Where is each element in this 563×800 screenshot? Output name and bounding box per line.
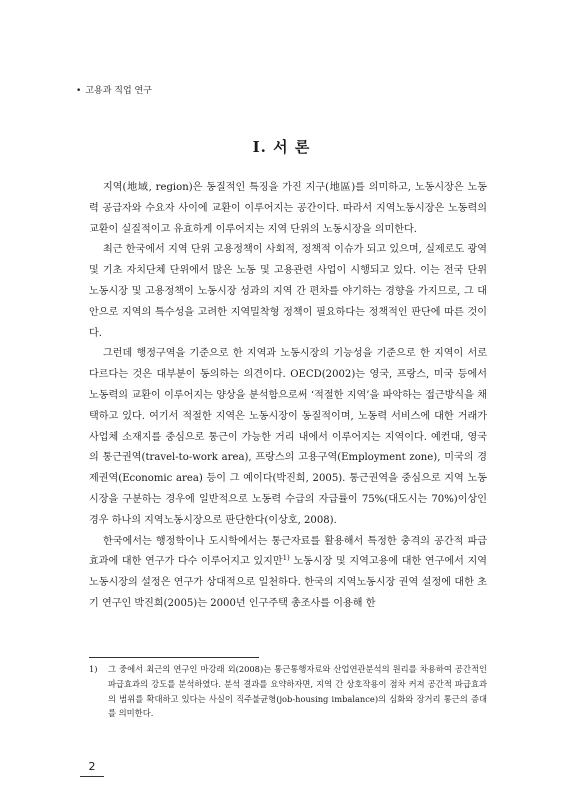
paragraph xyxy=(89,532,487,615)
running-title: 고용과 직업 연구 xyxy=(85,86,152,96)
paragraph: 그런데 행정구역을 기준으로 한 지역과 노동시장의 기능성을 기준으로 한 지역이 서로 다르다는 것은 대부분이 동의하는 의견이다. OECD(2002)는 영국, 프랑스, 미국 등에서 노동력의 교환이 이루어지는 양상을 분석함으로써 ‘적절한 지역’을 파악하는 접근방식을 채택하고 있다. 여기서 적절한 지역은 노동시장이 동질적이며, 노동력 서비스에 대한 거래가 사업체 소재지를 중심으로 통근이 가능한 거리 내에서 이루어지는 지역이다. 예컨대, 영국의 통근권역(travel-to-work area), 프랑스의 고용구역(Employment zone), 미국의 경제권역(Economic area) 등이 그 예이다(박진희, 2005). 통근권역을 중심으로 지역 노동시장을 구분하는 경우에 일반적으로 노동력 수급의 자급률이 75%(대도시는 70%)이상인 경우 하나의 지역노동시장으로 판단한다(이상호, 2008). xyxy=(89,348,487,526)
paragraph: 지역(地域, region)은 동질적인 특징을 가진 지구(地區)를 의미하고, 노동시장은 노동력 공급자와 수요자 사이에 교환이 이루어지는 공간이다. 따라서 지역노동시장은 노동력의 교환이 실질적이고 유효하게 이루어지는 지역 단위의 노동시장을 의미한다. xyxy=(89,182,487,235)
paragraph-text: 노동시장 및 지역고용에 대한 연구에서 지역노동시장의 설정은 연구가 상대적으로 일천하다. 한국의 지역노동시장 권역 설정에 대한 초기 연구인 박진희(2005)는 2000년 인구주택 총조사를 이용해 한 xyxy=(89,556,487,609)
body-text xyxy=(89,178,487,615)
footnote xyxy=(89,662,487,721)
footnote-mark: 1) xyxy=(89,664,98,674)
footnote-reference[interactable]: 1) xyxy=(282,554,290,563)
section-title: Ⅰ. 서 론 xyxy=(252,138,311,156)
footnote-divider xyxy=(89,657,259,658)
header-bullet: • xyxy=(76,86,82,96)
page-number-underline xyxy=(80,776,104,777)
paragraph-text: 한국에서는 행정학이나 도시학에서는 통근자료를 활용해서 특정한 충격의 공간적 파급효과에 대한 연구가 다수 이루어지고 있지만 xyxy=(89,535,487,568)
paragraph: 최근 한국에서 지역 단위 고용정책이 사회적, 정책적 이슈가 되고 있으며, 실제로도 광역 및 기초 자치단체 단위에서 많은 노동 및 고용관련 사업이 시행되고 있다. 이는 전국 단위 노동시장 및 고용정책이 노동시장 성과의 지역 간 편차를 야기하는 경향을 가지므로, 그 대안으로 지역의 특수성을 고려한 지역밀착형 정책이 필요하다는 정책적인 판단에 따른 것이다. xyxy=(89,244,487,339)
page-number: 2 xyxy=(88,760,96,773)
footnote-text: 그 중에서 최근의 연구인 마강래 외(2008)는 통근통행자료와 산업연관분석의 원리를 차용하여 공간적인 파급효과의 강도를 분석하였다. 분석 결과를 요약하자면, 지역 간 상호작용이 점차 커져 공간적 파급효과의 범위를 확대하고 있다는 사실이 직주불균형(job-housing imbalance)의 심화와 장거리 통근의 증대를 의미한다. xyxy=(108,664,487,719)
running-header xyxy=(76,83,152,96)
